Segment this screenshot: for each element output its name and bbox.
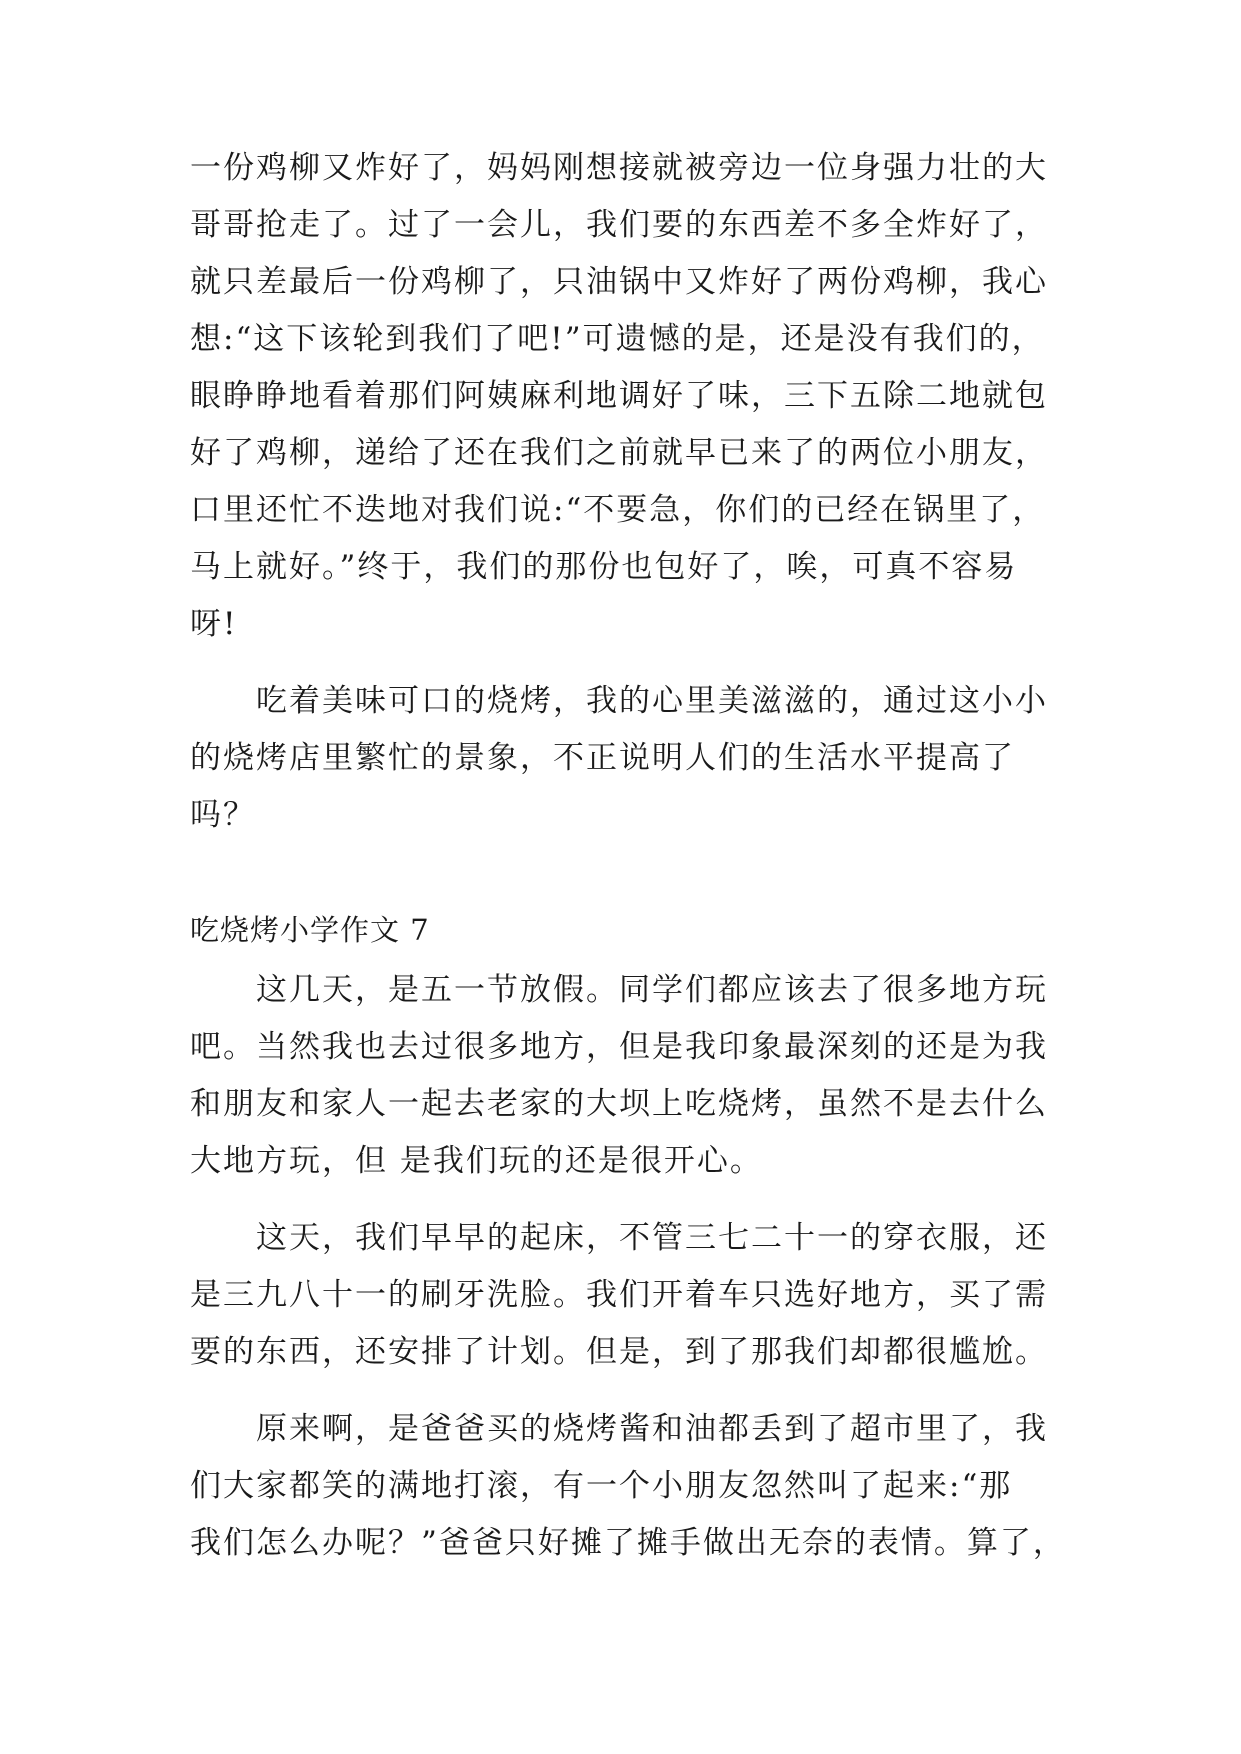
para3-line-4: 大地方玩，但 是我们玩的还是很开心。 (190, 1143, 763, 1179)
para1-line-4: 想:“这下该轮到我们了吧!”可遗憾的是，还是没有我们的， (190, 321, 1045, 357)
para1-line-9: 呀! (190, 606, 238, 642)
section-heading: 吃烧烤小学作文 7 (190, 913, 430, 947)
para3-line-3: 和朋友和家人一起去老家的大坝上吃烧烤，虽然不是去什么 (190, 1086, 1048, 1122)
para5-line-2: 们大家都笑的满地打滚，有一个小朋友忽然叫了起来:“那 (190, 1468, 1013, 1504)
para2-line-2: 的烧烤店里繁忙的景象，不正说明人们的生活水平提高了 (190, 740, 1015, 776)
para3-line-2: 吧。当然我也去过很多地方，但是我印象最深刻的还是为我 (190, 1029, 1048, 1065)
para4-line-3: 要的东西，还安排了计划。但是，到了那我们却都很尴尬。 (190, 1334, 1048, 1370)
para1-line-7: 口里还忙不迭地对我们说:“不要急，你们的已经在锅里了， (190, 492, 1046, 528)
para1-line-8: 马上就好。”终于，我们的那份也包好了，唉，可真不容易 (190, 549, 1018, 585)
para1-line-3: 就只差最后一份鸡柳了，只油锅中又炸好了两份鸡柳，我心 (190, 264, 1048, 300)
para1-line-5: 眼睁睁地看着那们阿姨麻利地调好了味，三下五除二地就包 (190, 378, 1048, 414)
para1-line-6: 好了鸡柳，递给了还在我们之前就早已来了的两位小朋友， (190, 435, 1048, 471)
para1-line-1: 一份鸡柳又炸好了，妈妈刚想接就被旁边一位身强力壮的大 (190, 150, 1048, 186)
para2-line-3: 吗？ (190, 797, 256, 833)
para2-line-1: 吃着美味可口的烧烤，我的心里美滋滋的，通过这小小 (256, 683, 1048, 719)
para4-line-1: 这天，我们早早的起床，不管三七二十一的穿衣服，还 (256, 1220, 1048, 1256)
para5-line-1: 原来啊，是爸爸买的烧烤酱和油都丢到了超市里了，我 (256, 1411, 1048, 1447)
para1-line-2: 哥哥抢走了。过了一会儿，我们要的东西差不多全炸好了， (190, 207, 1048, 243)
para4-line-2: 是三九八十一的刷牙洗脸。我们开着车只选好地方，买了需 (190, 1277, 1048, 1313)
para5-line-3: 我们怎么办呢？”爸爸只好摊了摊手做出无奈的表情。算了， (190, 1525, 1066, 1561)
para3-line-1: 这几天，是五一节放假。同学们都应该去了很多地方玩 (256, 972, 1048, 1008)
